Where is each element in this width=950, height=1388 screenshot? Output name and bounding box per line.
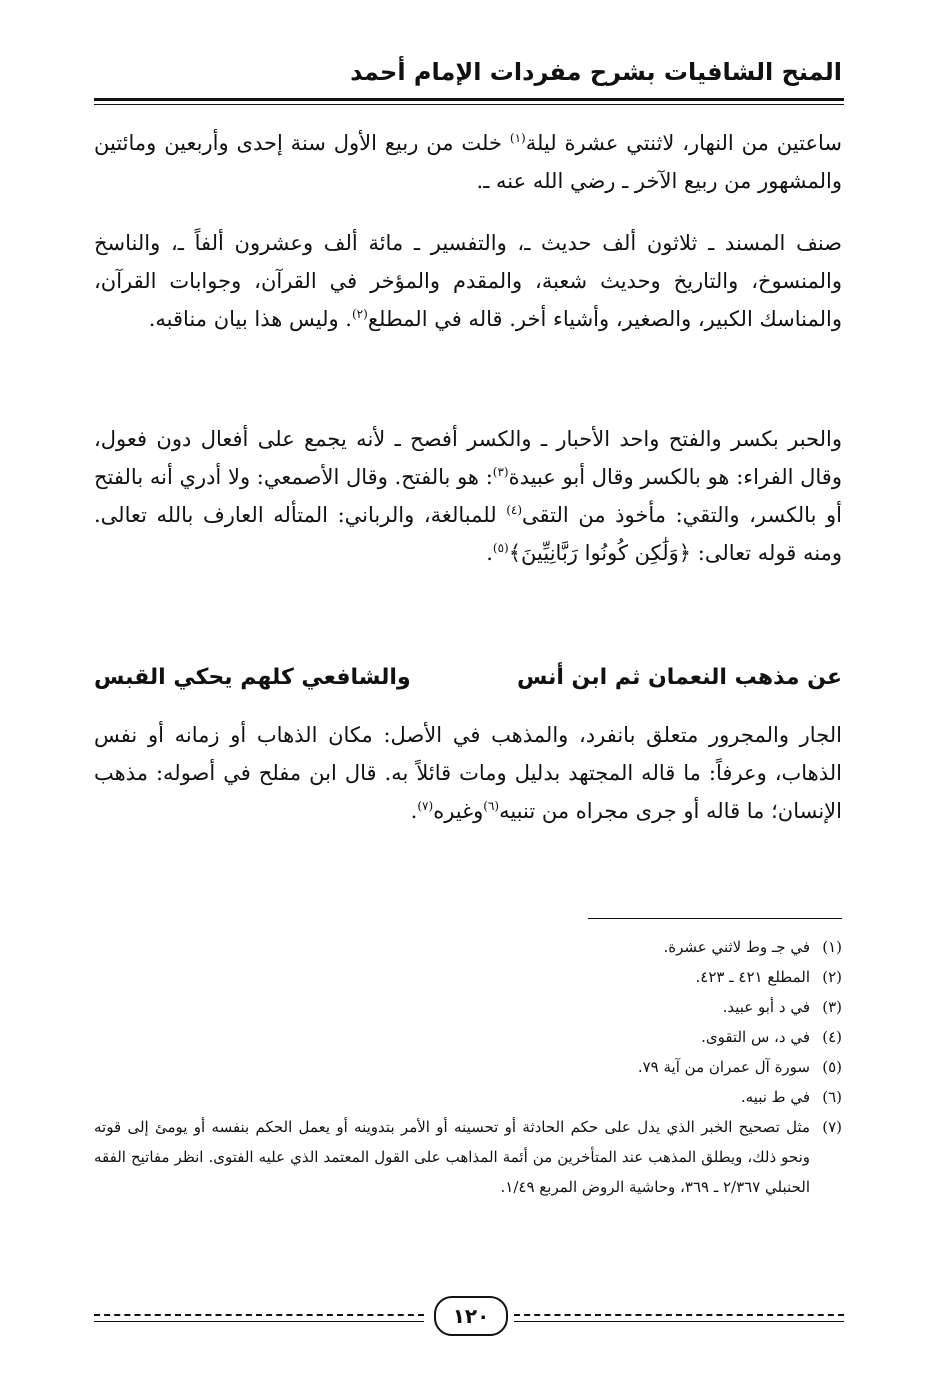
footnote-separator xyxy=(588,918,842,919)
paragraph-text: وغيره xyxy=(433,799,484,823)
footnote-ref-7[interactable]: (٧) xyxy=(417,799,434,813)
footnote-item xyxy=(94,1022,842,1052)
footnote-item xyxy=(94,1112,842,1202)
footnote-ref-4[interactable]: (٤) xyxy=(506,503,523,517)
footnote-number: (٣) xyxy=(822,998,842,1016)
footnote-text: في ط نبيه. xyxy=(740,1088,810,1106)
footnote-ref-1[interactable]: (١) xyxy=(509,131,526,145)
footnote-text: في د، س التقوى. xyxy=(701,1028,810,1046)
footnote-number: (٢) xyxy=(822,968,842,986)
footnote-text: سورة آل عمران من آية ٧٩. xyxy=(637,1058,810,1076)
poem-verse xyxy=(94,660,842,700)
footnote-text: في د أبو عبيد. xyxy=(722,998,810,1016)
paragraph-text: . وليس هذا بيان مناقبه. xyxy=(148,307,352,331)
footnote-text: مثل تصحيح الخبر الذي يدل على حكم الحادثة أو تحسينه أو الأمر بتدوينه أو يعمل الحكم بنفسه أو يومئ إلى قوته ونحو ذلك، ويطلق المذهب عند المتأخرين من أئمة المذاهب على القول المعتمد الذي عليه الفتوى. انظر مفاتيح الفقه الحنبلي ٢/٣٦٧ ـ ٣٦٩، وحاشية الروض المربع ١/٤٩. xyxy=(94,1118,810,1196)
paragraph-text: والحبر بكسر والفتح واحد الأحبار ـ والكسر أفصح ـ لأنه يجمع على أفعال دون فعول، وقال الفراء: هو بالكسر وقال أبو عبيدة xyxy=(94,427,842,489)
page-number: ١٢٠ xyxy=(434,1296,508,1336)
footer-rule-left xyxy=(94,1321,424,1322)
footnote-ref-2[interactable]: (٢) xyxy=(351,307,368,321)
footnote-text: المطلع ٤٢١ ـ ٤٢٣. xyxy=(695,968,810,986)
paragraph-text: . xyxy=(486,541,493,565)
paragraph-text: . xyxy=(410,799,418,823)
footnote-item xyxy=(94,962,842,992)
footnotes xyxy=(94,932,842,1202)
header-rule-thick xyxy=(94,98,844,101)
paragraph-2 xyxy=(94,224,842,338)
footnote-ref-6[interactable]: (٦) xyxy=(483,799,500,813)
paragraph-text: صنف المسند ـ ثلاثون ألف حديث ـ، والتفسير ـ مائة ألف وعشرون ألفاً ـ، والناسخ والمنسوخ، والتاريخ وحديث شعبة، والمقدم والمؤخر في القرآن، وجوابات القرآن، والمناسك الكبير، والصغير، وأشياء أخر. قاله في المطلع xyxy=(94,231,842,331)
footnote-text: في جـ وط لاثني عشرة. xyxy=(663,938,810,956)
paragraph-1 xyxy=(94,124,842,200)
footnote-ref-3[interactable]: (٣) xyxy=(492,465,509,479)
paragraph-text: : هو بالفتح. وقال الأصمعي: ولا أدري أنه بالفتح أو بالكسر، والتقي: مأخوذ من التقى xyxy=(94,465,842,527)
footnote-ref-5[interactable]: (٥) xyxy=(492,541,509,555)
footer-dashed-rule-left xyxy=(94,1314,424,1316)
page-footer xyxy=(94,1296,844,1336)
verse-first-hemistich: عن مذهب النعمان ثم ابن أنس xyxy=(517,665,842,690)
footnote-number: (٥) xyxy=(822,1058,842,1076)
paragraph-text: ساعتين من النهار، لاثنتي عشرة ليلة xyxy=(525,131,842,155)
paragraph-text: خلت من ربيع الأول سنة إحدى وأربعين ومائتين والمشهور من ربيع الآخر ـ رضي الله عنه ـ. xyxy=(94,131,842,193)
header-rule-thin xyxy=(94,104,844,105)
paragraph-text: للمبالغة، والرباني: المتأله العارف بالله تعالى. ومنه قوله تعالى: ﴿وَلَٰكِن كُونُوا رَبَّانِيِّينَ﴾ xyxy=(94,503,842,565)
footnote-item xyxy=(94,932,842,962)
footnote-item xyxy=(94,1082,842,1112)
running-title: المنح الشافيات بشرح مفردات الإمام أحمد xyxy=(350,58,842,86)
paragraph-text: الجار والمجرور متعلق بانفرد، والمذهب في الأصل: مكان الذهاب أو زمانه أو نفس الذهاب، وعرفاً: ما قاله المجتهد بدليل ومات قائلاً به. قال ابن مفلح في أصوله: مذهب الإنسان؛ ما قاله أو جرى مجراه من تنبيه xyxy=(94,723,842,823)
paragraph-3 xyxy=(94,420,842,572)
footer-rule-right xyxy=(514,1321,844,1322)
paragraph-4 xyxy=(94,716,842,830)
footer-dashed-rule-right xyxy=(514,1314,844,1316)
footnote-number: (٦) xyxy=(822,1088,842,1106)
verse-second-hemistich: والشافعي كلهم يحكي القبس xyxy=(94,665,411,690)
footnote-item xyxy=(94,1052,842,1082)
footnote-item xyxy=(94,992,842,1022)
footnote-number: (٧) xyxy=(822,1118,842,1136)
footnote-number: (٤) xyxy=(822,1028,842,1046)
footnote-number: (١) xyxy=(822,938,842,956)
